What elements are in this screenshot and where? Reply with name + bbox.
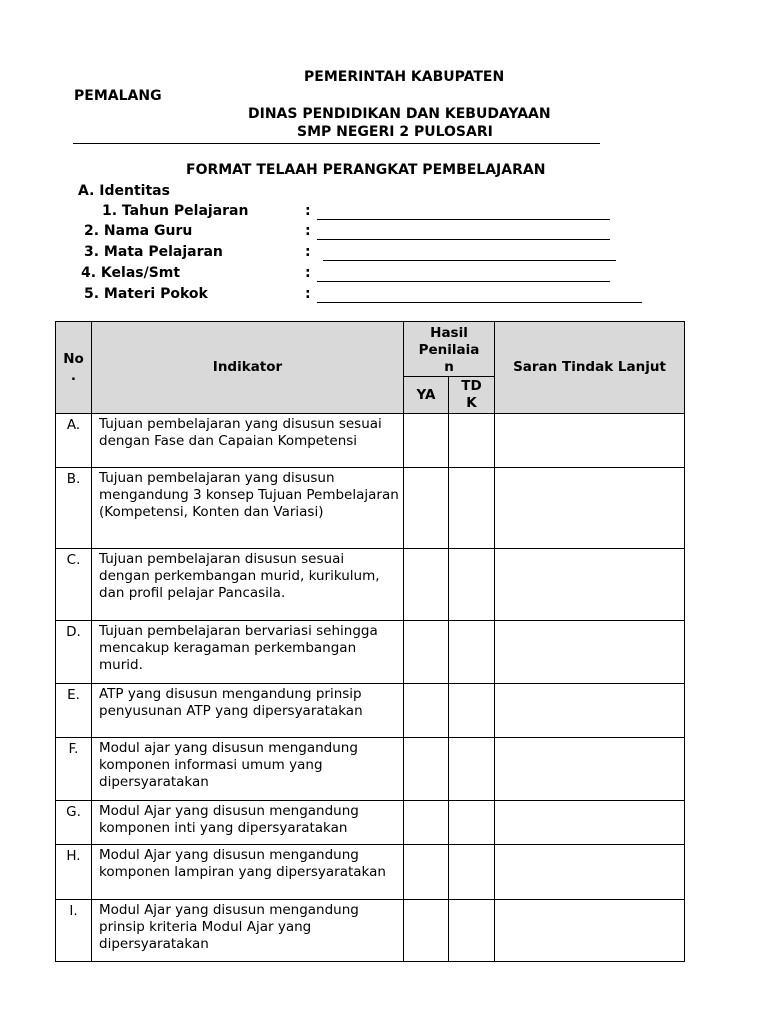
tdk-cell[interactable]	[449, 900, 495, 962]
header-tdk: TD K	[449, 377, 495, 414]
document-title: FORMAT TELAAH PERANGKAT PEMBELAJARAN	[186, 162, 546, 178]
header-government: PEMERINTAH KABUPATEN	[304, 69, 505, 85]
row-number: E.	[56, 684, 92, 738]
row-number: F.	[56, 738, 92, 801]
ya-cell[interactable]	[404, 414, 449, 468]
row-number: I.	[56, 900, 92, 962]
saran-cell[interactable]	[495, 801, 685, 845]
saran-cell[interactable]	[495, 900, 685, 962]
identity-label: 5. Materi Pokok	[84, 286, 208, 302]
saran-cell[interactable]	[495, 621, 685, 684]
review-table	[55, 321, 685, 962]
header-regency: PEMALANG	[74, 88, 162, 104]
table-row	[56, 414, 685, 468]
saran-cell[interactable]	[495, 738, 685, 801]
row-number: H.	[56, 845, 92, 900]
indikator-cell: Tujuan pembelajaran bervariasi sehingga mencakup keragaman perkembangan murid.	[92, 621, 404, 684]
header-ya: YA	[404, 377, 449, 414]
ya-cell[interactable]	[404, 468, 449, 549]
tdk-cell[interactable]	[449, 684, 495, 738]
indikator-cell: Modul ajar yang disusun mengandung komponen informasi umum yang dipersyaratakan	[92, 738, 404, 801]
table-row	[56, 549, 685, 621]
indikator-cell: Tujuan pembelajaran yang disusun mengandung 3 konsep Tujuan Pembelajaran (Kompetensi, Konten dan Variasi)	[92, 468, 404, 549]
saran-cell[interactable]	[495, 684, 685, 738]
ya-cell[interactable]	[404, 845, 449, 900]
identity-colon: :	[305, 286, 311, 302]
table-row	[56, 801, 685, 845]
identity-label: 4. Kelas/Smt	[81, 265, 181, 281]
row-number: B.	[56, 468, 92, 549]
table-row	[56, 738, 685, 801]
identity-row-kelas-smt	[0, 265, 768, 285]
tdk-cell[interactable]	[449, 414, 495, 468]
table-row	[56, 900, 685, 962]
row-number: D.	[56, 621, 92, 684]
fill-in-line[interactable]	[317, 219, 610, 220]
tdk-cell[interactable]	[449, 738, 495, 801]
identity-colon: :	[305, 265, 311, 281]
header-hasil-penilaian: Hasil Penilaia n	[404, 322, 495, 377]
header-school: SMP NEGERI 2 PULOSARI	[297, 124, 493, 140]
indikator-cell: Modul Ajar yang disusun mengandung prinsip kriteria Modul Ajar yang dipersyaratakan	[92, 900, 404, 962]
ya-cell[interactable]	[404, 900, 449, 962]
header-department: DINAS PENDIDIKAN DAN KEBUDAYAAN	[248, 106, 551, 122]
identity-row-nama-guru	[0, 223, 768, 243]
identity-row-tahun-pelajaran	[0, 203, 768, 223]
row-number: G.	[56, 801, 92, 845]
header-no: No .	[56, 322, 92, 414]
table-row	[56, 468, 685, 549]
indikator-cell: ATP yang disusun mengandung prinsip penyusunan ATP yang dipersyaratakan	[92, 684, 404, 738]
ya-cell[interactable]	[404, 684, 449, 738]
table-row	[56, 845, 685, 900]
ya-cell[interactable]	[404, 801, 449, 845]
saran-cell[interactable]	[495, 845, 685, 900]
ya-cell[interactable]	[404, 738, 449, 801]
identity-colon: :	[305, 244, 311, 260]
fill-in-line[interactable]	[317, 302, 642, 303]
identity-label: 2. Nama Guru	[84, 223, 193, 239]
indikator-cell: Modul Ajar yang disusun mengandung komponen lampiran yang dipersyaratakan	[92, 845, 404, 900]
indikator-cell: Tujuan pembelajaran disusun sesuai dengan perkembangan murid, kurikulum, dan profil pelajar Pancasila.	[92, 549, 404, 621]
header-divider	[73, 143, 600, 144]
row-number: C.	[56, 549, 92, 621]
identity-label: 1. Tahun Pelajaran	[102, 203, 249, 219]
saran-cell[interactable]	[495, 549, 685, 621]
saran-cell[interactable]	[495, 414, 685, 468]
fill-in-line[interactable]	[317, 239, 610, 240]
tdk-cell[interactable]	[449, 845, 495, 900]
identity-colon: :	[305, 203, 311, 219]
tdk-cell[interactable]	[449, 468, 495, 549]
identity-colon: :	[305, 223, 311, 239]
ya-cell[interactable]	[404, 549, 449, 621]
indikator-cell: Modul Ajar yang disusun mengandung komponen inti yang dipersyaratakan	[92, 801, 404, 845]
identity-label: 3. Mata Pelajaran	[84, 244, 223, 260]
indikator-cell: Tujuan pembelajaran yang disusun sesuai dengan Fase dan Capaian Kompetensi	[92, 414, 404, 468]
identity-row-mata-pelajaran	[0, 244, 768, 264]
table-row	[56, 621, 685, 684]
saran-cell[interactable]	[495, 468, 685, 549]
ya-cell[interactable]	[404, 621, 449, 684]
table-row	[56, 684, 685, 738]
tdk-cell[interactable]	[449, 621, 495, 684]
identity-section-label: A. Identitas	[78, 183, 170, 199]
identity-row-materi-pokok	[0, 286, 768, 306]
header-saran-tindak-lanjut: Saran Tindak Lanjut	[495, 322, 685, 414]
tdk-cell[interactable]	[449, 549, 495, 621]
header-indikator: Indikator	[92, 322, 404, 414]
row-number: A.	[56, 414, 92, 468]
fill-in-line[interactable]	[323, 260, 616, 261]
fill-in-line[interactable]	[317, 281, 610, 282]
tdk-cell[interactable]	[449, 801, 495, 845]
